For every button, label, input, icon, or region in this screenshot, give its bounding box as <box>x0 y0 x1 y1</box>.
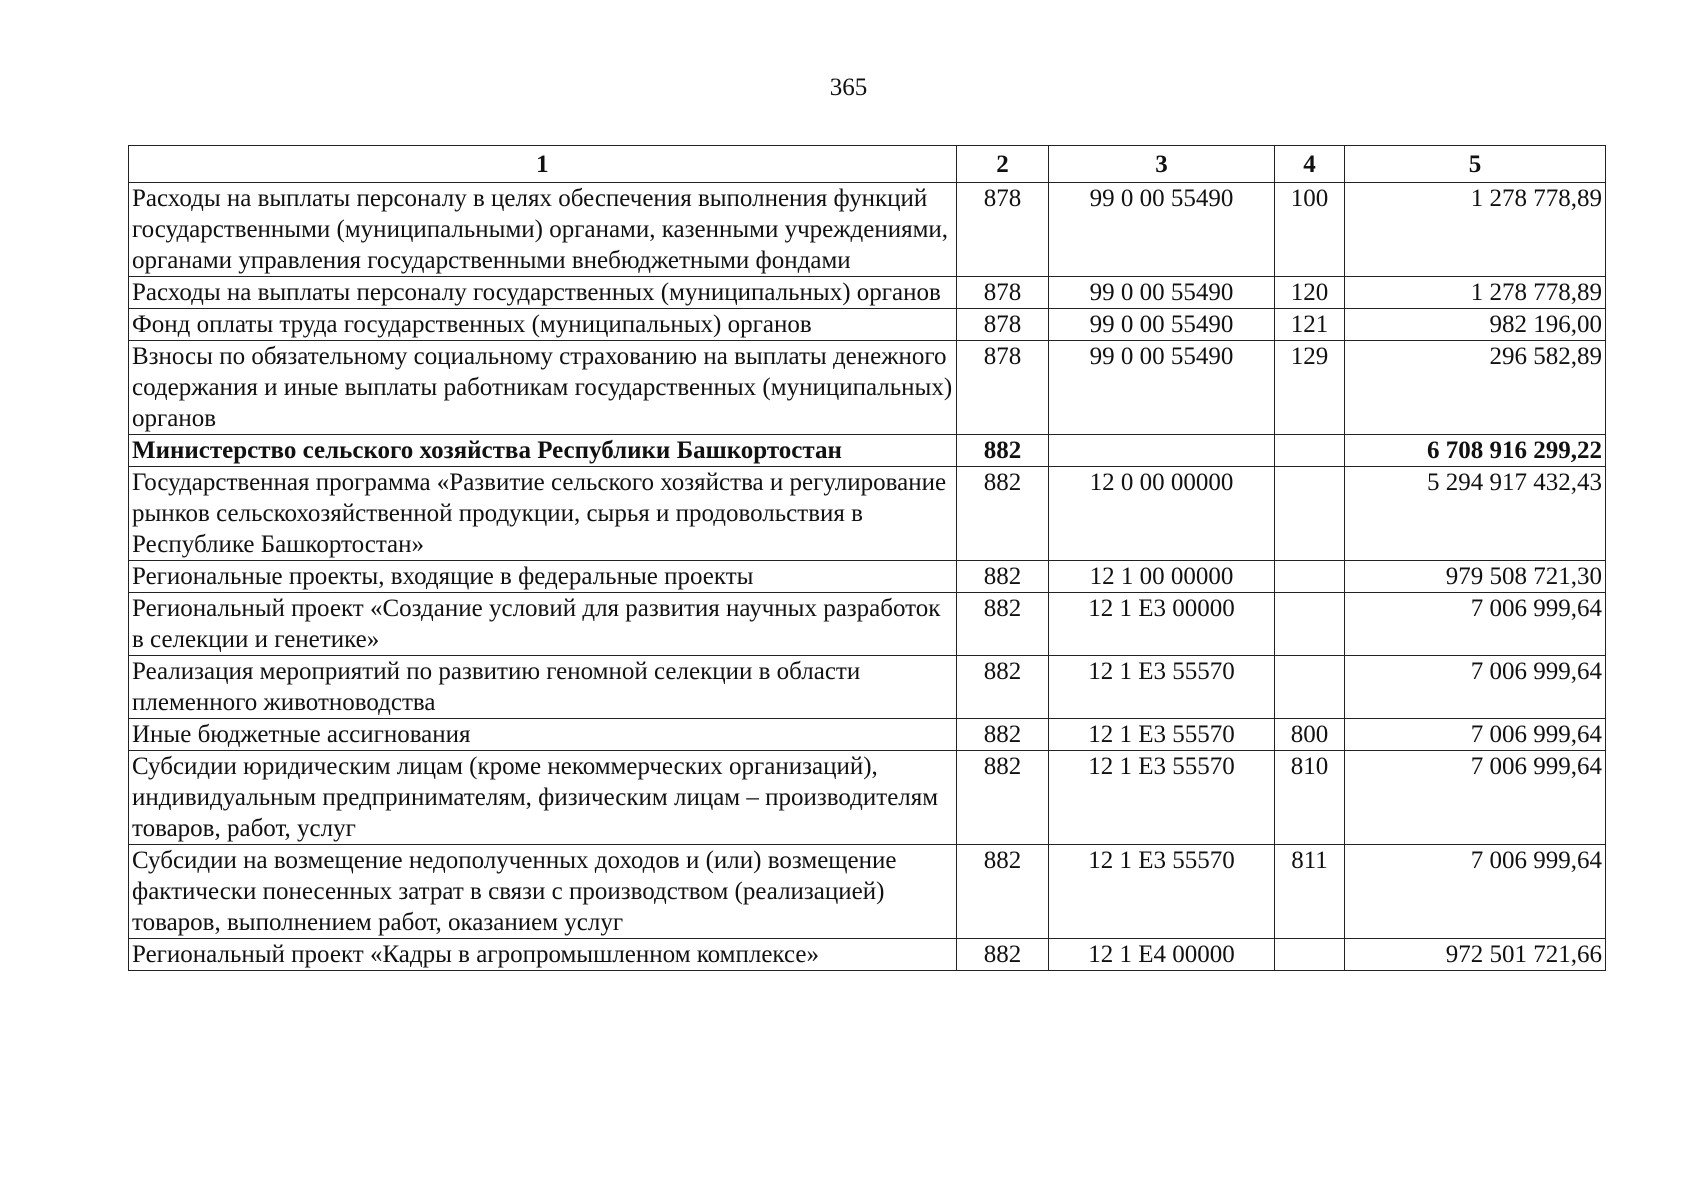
row-sum: 7 006 999,64 <box>1345 751 1606 845</box>
row-csr <box>1049 435 1275 467</box>
header-col-3: 3 <box>1049 146 1275 183</box>
row-csr: 12 1 E3 55570 <box>1049 719 1275 751</box>
row-ved: 882 <box>956 435 1048 467</box>
row-vr <box>1274 467 1344 561</box>
row-name: Государственная программа «Развитие сельского хозяйства и регулирование рынков сельскохозяйственной продукции, сырья и продовольствия в Республике Башкортостан» <box>129 467 957 561</box>
row-vr: 129 <box>1274 341 1344 435</box>
row-ved: 882 <box>956 467 1048 561</box>
row-name: Министерство сельского хозяйства Республики Башкортостан <box>129 435 957 467</box>
table-row <box>129 593 1606 656</box>
row-csr: 12 1 00 00000 <box>1049 561 1275 593</box>
row-ved: 882 <box>956 845 1048 939</box>
row-sum: 7 006 999,64 <box>1345 656 1606 719</box>
row-csr: 12 1 E3 00000 <box>1049 593 1275 656</box>
row-ved: 878 <box>956 277 1048 309</box>
table-row <box>129 561 1606 593</box>
row-csr: 12 1 E4 00000 <box>1049 939 1275 971</box>
table-row <box>129 467 1606 561</box>
row-vr <box>1274 561 1344 593</box>
budget-table <box>128 145 1606 971</box>
row-ved: 882 <box>956 751 1048 845</box>
row-ved: 878 <box>956 309 1048 341</box>
header-col-2: 2 <box>956 146 1048 183</box>
table-header-row <box>129 146 1606 183</box>
row-vr <box>1274 435 1344 467</box>
row-sum: 1 278 778,89 <box>1345 183 1606 277</box>
row-csr: 99 0 00 55490 <box>1049 309 1275 341</box>
table-row-ministry <box>129 435 1606 467</box>
row-name: Региональные проекты, входящие в федеральные проекты <box>129 561 957 593</box>
table-row <box>129 719 1606 751</box>
row-ved: 882 <box>956 561 1048 593</box>
row-sum: 1 278 778,89 <box>1345 277 1606 309</box>
row-name: Субсидии юридическим лицам (кроме некоммерческих организаций), индивидуальным предпринимателям, физическим лицам – производителям товаров, работ, услуг <box>129 751 957 845</box>
row-vr: 120 <box>1274 277 1344 309</box>
row-name: Фонд оплаты труда государственных (муниципальных) органов <box>129 309 957 341</box>
row-ved: 882 <box>956 719 1048 751</box>
row-name: Субсидии на возмещение недополученных доходов и (или) возмещение фактически понесенных затрат в связи с производством (реализацией) товаров, выполнением работ, оказанием услуг <box>129 845 957 939</box>
row-name: Взносы по обязательному социальному страхованию на выплаты денежного содержания и иные выплаты работникам государственных (муниципальных) органов <box>129 341 957 435</box>
row-sum: 296 582,89 <box>1345 341 1606 435</box>
row-csr: 12 1 E3 55570 <box>1049 656 1275 719</box>
row-name: Региональный проект «Кадры в агропромышленном комплексе» <box>129 939 957 971</box>
row-ved: 878 <box>956 341 1048 435</box>
row-csr: 12 0 00 00000 <box>1049 467 1275 561</box>
row-name: Иные бюджетные ассигнования <box>129 719 957 751</box>
table-row <box>129 341 1606 435</box>
row-name: Региональный проект «Создание условий для развития научных разработок в селекции и генетике» <box>129 593 957 656</box>
row-vr: 100 <box>1274 183 1344 277</box>
header-col-4: 4 <box>1274 146 1344 183</box>
row-sum: 982 196,00 <box>1345 309 1606 341</box>
row-sum: 972 501 721,66 <box>1345 939 1606 971</box>
table-row <box>129 751 1606 845</box>
table-row <box>129 656 1606 719</box>
row-csr: 99 0 00 55490 <box>1049 183 1275 277</box>
page-number: 365 <box>829 74 868 101</box>
row-vr: 810 <box>1274 751 1344 845</box>
row-csr: 99 0 00 55490 <box>1049 341 1275 435</box>
row-ved: 882 <box>956 656 1048 719</box>
row-sum: 7 006 999,64 <box>1345 719 1606 751</box>
row-csr: 12 1 E3 55570 <box>1049 751 1275 845</box>
row-ved: 882 <box>956 939 1048 971</box>
table-row <box>129 183 1606 277</box>
row-sum: 5 294 917 432,43 <box>1345 467 1606 561</box>
row-sum: 979 508 721,30 <box>1345 561 1606 593</box>
row-csr: 12 1 E3 55570 <box>1049 845 1275 939</box>
row-vr: 121 <box>1274 309 1344 341</box>
table-row <box>129 939 1606 971</box>
row-name: Расходы на выплаты персоналу в целях обеспечения выполнения функций государственными (муниципальными) органами, казенными учреждениями, органами управления государственными внебюджетными фондами <box>129 183 957 277</box>
row-sum: 6 708 916 299,22 <box>1345 435 1606 467</box>
row-vr: 800 <box>1274 719 1344 751</box>
row-vr: 811 <box>1274 845 1344 939</box>
row-sum: 7 006 999,64 <box>1345 845 1606 939</box>
row-vr <box>1274 656 1344 719</box>
row-vr <box>1274 593 1344 656</box>
table-row <box>129 845 1606 939</box>
row-vr <box>1274 939 1344 971</box>
row-ved: 882 <box>956 593 1048 656</box>
header-col-1: 1 <box>129 146 957 183</box>
row-csr: 99 0 00 55490 <box>1049 277 1275 309</box>
row-name: Реализация мероприятий по развитию геномной селекции в области племенного животноводства <box>129 656 957 719</box>
row-sum: 7 006 999,64 <box>1345 593 1606 656</box>
table-row <box>129 309 1606 341</box>
header-col-5: 5 <box>1345 146 1606 183</box>
row-name: Расходы на выплаты персоналу государственных (муниципальных) органов <box>129 277 957 309</box>
row-ved: 878 <box>956 183 1048 277</box>
table-row <box>129 277 1606 309</box>
